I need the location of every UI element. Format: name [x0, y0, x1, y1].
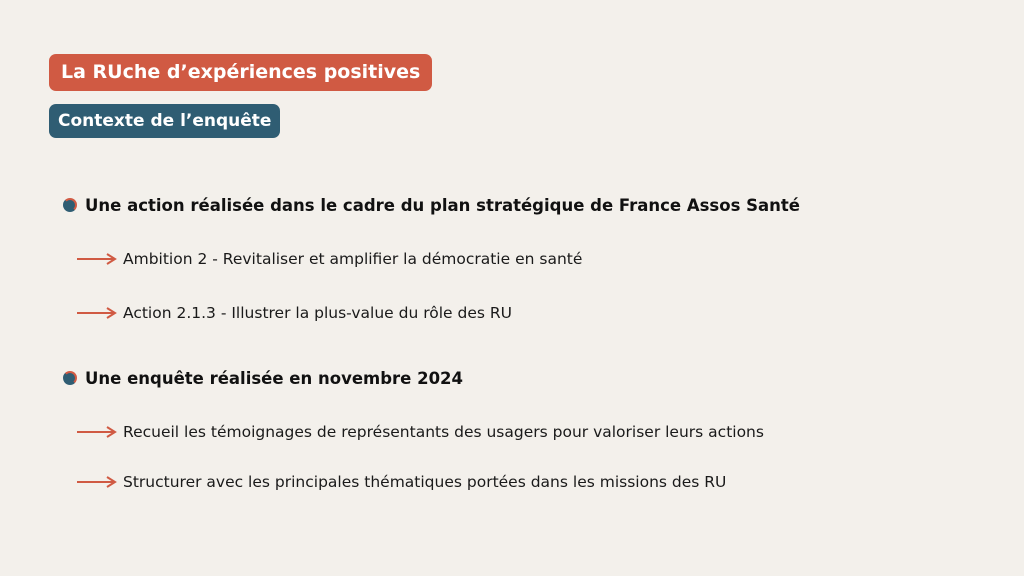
section-heading-text: Une enquête réalisée en novembre 2024 [85, 368, 464, 388]
list-item [77, 420, 764, 444]
section-heading-text: Une action réalisée dans le cadre du plan stratégique de France Assos Santé [85, 195, 800, 215]
right-arrow-icon [77, 476, 119, 488]
list-item [77, 301, 512, 325]
circle-bullet-icon [63, 198, 77, 212]
list-item-text: Recueil les témoignages de représentants des usagers pour valoriser leurs actions [123, 423, 764, 441]
right-arrow-icon [77, 307, 119, 319]
right-arrow-icon [77, 426, 119, 438]
section-heading-plan [63, 193, 800, 217]
slide-title: La RUche d’expériences positives [49, 54, 432, 91]
list-item [77, 247, 582, 271]
right-arrow-icon [77, 253, 119, 265]
list-item-text: Structurer avec les principales thématiques portées dans les missions des RU [123, 473, 727, 491]
list-item-text: Action 2.1.3 - Illustrer la plus-value du rôle des RU [123, 304, 512, 322]
circle-bullet-icon [63, 371, 77, 385]
slide-subtitle: Contexte de l’enquête [49, 104, 280, 138]
section-heading-survey [63, 366, 463, 390]
list-item-text: Ambition 2 - Revitaliser et amplifier la démocratie en santé [123, 250, 583, 268]
list-item [77, 470, 726, 494]
